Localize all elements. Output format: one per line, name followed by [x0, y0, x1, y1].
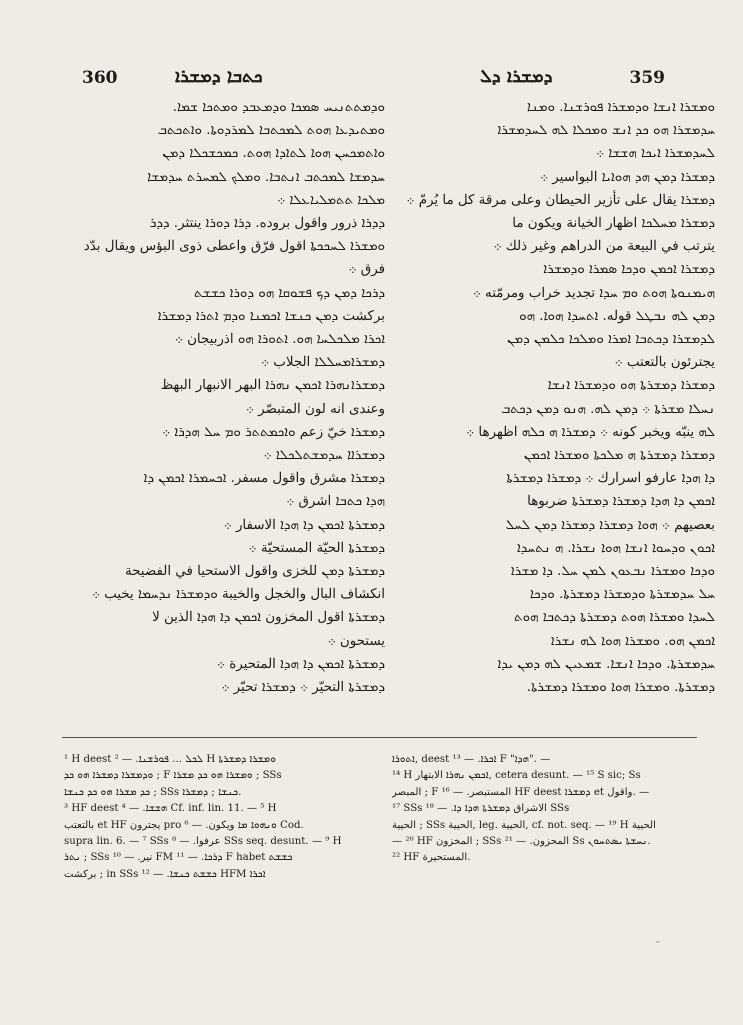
text-line: ܕܡܢ ܠܗ ܢܒܛܠ قوله. ܐܬܚܕܐ ܗܘܐ. ܗܘ — [519, 308, 715, 324]
text-line: ܕܕܪܐ ذرور واقول بروده. ܕܪܐ ܕܘܪܐ ينتثر. ܕܕܪ — [149, 216, 385, 232]
footnote-line: — ²⁰ HF المخزون ; SSs المحزون. — ²¹ Ss ܢܚܫܬܐ ܝܣܬܚܘܢ. — [392, 836, 651, 848]
footnote-line: الحيية ; SSs الحيية, leg. الحيية, cf. not. seq. — ¹⁹ H الحيية — [392, 819, 656, 831]
text-line: ܐܟܪܐ ܡܠܟܠܚܐ ܗܘ. ܐܬܘܪܐ ܗܘ اذربيجان ܀ — [174, 332, 385, 348]
text-line: ܠܕܡܫܪܐ ܕܟܬܒܐ ܐܡܪܐ ܘܡܠܟܐ ܟܠܡܢ ܕܡܢ — [507, 332, 715, 348]
text-line: ܐܟܡܢ ܕܐ ܗܕܐ ܕܡܫܪܐ ܕܡܫܪܬܐ ضربوها — [527, 494, 715, 510]
text-line: ܠܗ ينبّه ويخبر كونه ܀ ܕܡܫܪܐ ܗ ܟܠܗ اظهرها ܀ — [466, 424, 715, 440]
right-text-column — [390, 96, 715, 726]
left-text-column — [60, 96, 385, 726]
footnote-line: ²² HF المستحيرة. — [392, 852, 471, 864]
text-line: ܐܟܡܢ ܗܘ. ܘܡܫܪܐ ܗܘܐ ܠܗ ܢܫܪܐ — [550, 633, 715, 649]
footnote-line: ܟܕ ܡܫܪܐ ܗܘ ܟܕ ܟܢܫܐ ; SSs ܟܢܫܐ ; ܕܡܫܪܐ. — [64, 786, 242, 798]
left-footnotes — [64, 752, 382, 902]
text-line: وعندى انه لون المتبصّر ܀ — [245, 401, 385, 417]
text-line: ܕܡܫܪܬܐ التحيّر ܀ ܕܡܫܪܐ تحيّر ܀ — [221, 680, 385, 696]
footnote-line: ܢܬܪ ; SSs نير. — ¹⁰ FM ܕܪܟܐ. — ¹¹ F habet ܟܫܫܬ — [64, 852, 293, 864]
text-line: ܕܡܫܪܐ ܕܡܫܪܬܐ ܗܘ ܘܕܡܫܪܐ ܐܢܫܐ — [547, 378, 715, 394]
right-footnotes — [392, 752, 710, 902]
text-line: ܕܡܫܪܬܐ. ܘܡܫܪܐ ܗܘܐ ܘܡܫܪܐ ܕܡܫܪܬܐ. — [526, 680, 715, 696]
text-line: ܠܚܕܐ ܘܡܫܪܐ ܗܘܬ ܕܡܫܪܬܐ ܕܟܬܒܐ ܗܘܬ — [514, 610, 715, 626]
text-line: يستحون ܀ — [327, 633, 385, 649]
text-line: ܘܡܫܪܐ ܠܚܟܟܬܐ اقول فرّق واعطى ذوى البؤس ويقال بدّد — [83, 239, 385, 255]
footnote-line: المبصر ; F المستبصر. — ¹⁶ HF deest ܕܡܫܪܐ et واقول. — — [392, 786, 650, 798]
text-line: ܗܝܡܢܘܬܐ ܗܘܬ ܘܡ ܚܕܐ تجديد خراب ومرمّته ܀ — [472, 285, 715, 301]
printer-mark: ˘ — [655, 940, 661, 953]
left-page-number: 360 — [82, 68, 118, 88]
text-line: ܚܕܡܫܪܐ ܗܘ ܟܕ ܐܢܫ ܘܡܟܠܐ ܠܗ ܠܚܕܡܫܪܐ — [497, 123, 715, 139]
text-line: ܘܕܟܐ ܘܡܫܪܐ ܢܒܥܘܢ ܠܡܢ ܚܠ. ܕܐ ܡܫܪܐ — [510, 564, 715, 580]
text-line: ܢܚܠܐ ܡܫܪܬܐ ܀ ܕܡܢ ܠܗ. ܗܢܘ ܕܡܢ ܕܟܬܒ — [501, 401, 715, 417]
footnote-line: ¹⁷ SSs الاشراق ܕܡܫܪܬܐ ܗܕܐ ܕܐ. — ¹⁸ SSs — [392, 803, 570, 815]
text-line: ܕܡܫܪܬܐ الحيّة المستحيّة ܀ — [248, 540, 385, 556]
text-line: ܕܡܫܪܐ مشرق واقول مسفر. ܐܟܚܡܪܐ ܐܟܡܢ ܕܐ — [143, 471, 385, 487]
text-line: يترتب في البيعة من الدراهم وغير ذلك ܀ — [493, 239, 715, 255]
footnote-line: supra lin. 6. — ⁷ SSs عرفوا. — ⁸ SSs seq. desunt. — ⁹ H — [64, 836, 342, 848]
text-line: بعصيهم ܀ ܗܘܐ ܕܡܫܪܐ ܕܡܫܪܐ ܕܡܢ ܠܚܠ — [505, 517, 715, 533]
footnote-line: ³ HF deest ܗܫܫܐ. — ⁴ Cf. inf. lin. 11. — ⁵ H — [64, 803, 277, 815]
footnote-line: ܘܕܡܫܪܐ ܕܡܫܪܐ ܗܘ ܟܕ ; F ܘܡܫܪܐ ܗܘ ܟܕ ܡܫܪܐ ; SSs — [64, 770, 282, 782]
text-line: ܠܚܕܡܫܪܐ ܐܝܟܐ ܗܫܫܐ ܀ — [595, 146, 715, 162]
text-line: ܕܡܫܪܬܐ ܐܟܡܢ ܕܐ ܗܕܐ الاسفار ܀ — [223, 517, 385, 533]
text-line: ܕܡܫܪܐ ܕܡܫܪܬܐ ܗ ܡܠܟܬܐ ܘܡܫܪܐ ܐܟܡܢ — [523, 448, 715, 464]
text-line: ܚܠ ܚܕܡܫܪܬܐ ܘܕܡܫܪܐ ܕܡܫܪܬܐ. ܘܕܟܐ — [529, 587, 715, 603]
text-line: ܕܡܫܪܐܢܗܪܐ ܐܟܡܢ ܢܗܪܐ البهر الانبهار البهظ — [160, 378, 385, 394]
text-line: ܘܡܬܝܕܥܐ ܗܘܬ ܠܡܟܬܒܐ ܠܡܪܕܘܬܐ. ܘܐܬܟܬܒ — [157, 123, 385, 139]
text-line: ܘܕܡܬܬܢܝܚ ܣܡܟܐ ܘܕܡܥܒܕ ܘܡܬܟܐ ܫܡܐ. — [172, 100, 385, 115]
text-line: ܕܡܫܪܐܐ ܚܕܡܫܬܠܟܠܐ ܀ — [263, 448, 385, 464]
footnote-line: ¹⁴ H ܐܟܡܢ ܢܗܪܐ الابتهار, cetera desunt. — ¹⁵ S sic; Ss — [392, 770, 641, 782]
text-line: ܚܕܡܫܪܬܐ. ܘܕܟܐ ܐܢܫܐ. ܫܡܥܝܢ ܠܗ ܕܡܢ ܝܕܐ — [497, 656, 715, 672]
text-line: ܐܟܘܢ ܘܕܚܘܐ ܐܢܫܐ ܗܘܐ ܢܫܪܐ. ܗ ܢܬܚܕܐ — [516, 540, 715, 556]
text-line: ܕܡܫܪܐ ܕܡܢ ܗܕ ܗܘܐܝܐ البواسير ܀ — [540, 169, 715, 185]
right-running-head: ܕܡܫܪܐ ܕܠ — [480, 66, 553, 87]
footnote-line: ¹ H deest ܠܟܠ ... ܦܘܪܫܢܐ. — ² H ܘܡܫܪܐ ܕܡܫܪܬܐ — [64, 754, 277, 765]
text-line: ܕܡܫܪܐ يقال على تأزير الحيطان وعلى مرقة كل ما يُرمّ ܀ — [406, 192, 715, 208]
text-line: ܕܡܫܪܐܡܚܠܠܐ الجلاب ܀ — [260, 355, 385, 371]
text-line: ܡܠܟܐ ܬܬܡܠܝܐܥܠܐ ܀ — [277, 192, 385, 208]
text-line: يجترئون بالتعتب ܀ — [614, 355, 715, 371]
footnote-line: ܐܬܘܪܐ, deest ܐܟܪܐ. — ¹³ F "ܗܕܐ". — — [392, 754, 551, 765]
text-line: بركشت ܕܡܢ ܟܢܫܐ ܐܟܡܢܐ ܘܕܡ ܐܬܪܐ ܕܡܫܪܐ — [157, 308, 385, 324]
left-running-head: ܟܬܒܐ ܕܡܫܪܐ — [175, 66, 263, 87]
footnote-line: بالتعتب et HF يجترون pro ܘܢܗܘܐ ܡܐ ويكون. — ⁶ Cod. — [64, 819, 304, 831]
text-line: ܕܡܫܪܬܐ ܐܟܡܢ ܕܐ ܗܕܐ المتحيرة ܀ — [216, 656, 385, 672]
footnote-line: بركشت ; in SSs ܟܫܫܬ ܟܢܫܐ. — ¹² HFM ܐܟܪܐ — [64, 868, 266, 880]
text-line: ܕܡܫܪܬܐ اقول المخزون ܐܟܡܢ ܕܐ ܗܕܐ الذين لا — [152, 610, 385, 626]
text-line: ܕܐ ܗܕܐ عارفو اسرارك ܀ ܕܡܫܪܐ ܕܡܫܪܬܐ — [506, 471, 715, 487]
text-line: ܕܡܫܪܬܐ ܕܡܢ للخزى واقول الاستحيا في الفضيحة — [124, 564, 385, 580]
text-line: ܕܡܫܪܐ ܐܟܡܢ ܘܕܟܐ ܣܡܪܐ ܘܕܡܫܪܐ — [543, 262, 715, 278]
footnote-divider — [62, 737, 697, 738]
text-line: ܘܡܫܪܐ ܐܢܫܐ ܘܕܡܫܪܐ ܦܘܪܫܢܐ. ܘܡܢܐ — [526, 100, 715, 115]
text-line: ܕܪܟܐ ܕܡܢ ܕܟ ܦܫܘܩܐ ܗܘ ܕܘܪܐ ܟܫܫܬ — [194, 285, 385, 301]
text-line: ܕܡܫܪܐ ܡܚܠܟܐ اظهار الخيانة ويكون ما — [512, 216, 715, 232]
text-line: انكشاف البال والخجل والخيبة ܘܕܡܫܪܐ ܢܕܚܡܐ يخيب ܀ — [91, 587, 385, 603]
text-line: ܕܡܫܪܐ خيّ زعم ܘܐܟܡܬܬܪ ܘܡ ܚܠ ܗܕܪܐ ܀ — [162, 424, 385, 440]
text-line: ܘܐܬܡܟܚܢ ܗܘܐ ܠܬܐܕܐ ܗܘܬ. ܟܡܟܫܟܠܐ ܕܡܢ — [162, 146, 385, 162]
text-line: فرق ܀ — [348, 262, 385, 278]
text-line: ܚܕܡܫܐ ܠܡܟܬܒ ܐܢܬܒܐ. ܘܡܠܟ ܠܡܚܪܬ ܚܕܡܫܐ — [147, 169, 385, 185]
right-page-number: 359 — [629, 68, 665, 88]
text-line: ܗܕܐ ܟܬܒܐ اشرق ܀ — [286, 494, 385, 510]
